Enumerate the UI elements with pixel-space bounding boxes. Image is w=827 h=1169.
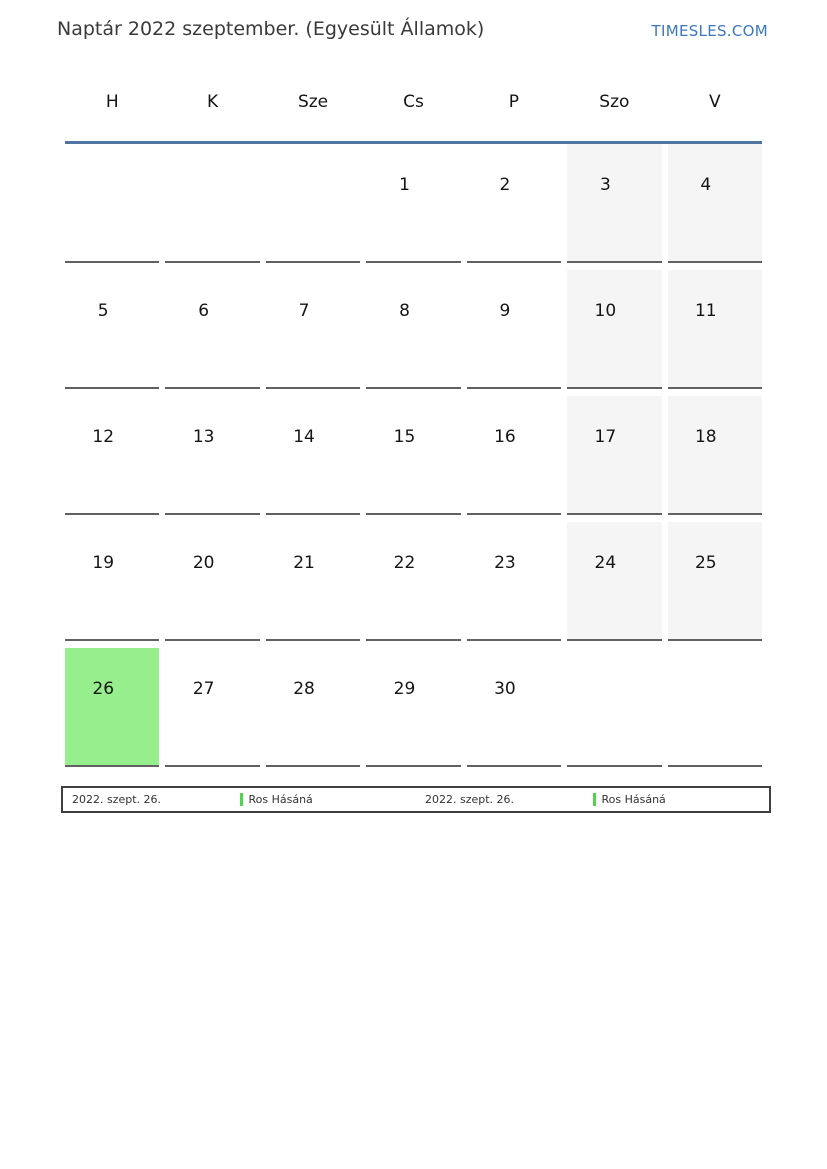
day-number: 17 [594, 427, 617, 447]
day-number: 6 [198, 301, 210, 321]
weekday-header-h: H [105, 92, 119, 112]
holiday-marker-icon [240, 793, 243, 806]
day-cell-15 [366, 396, 460, 515]
day-cell-25 [668, 522, 762, 641]
day-number: 29 [393, 679, 416, 699]
day-cell-1 [366, 144, 460, 263]
legend-bar [61, 786, 771, 813]
day-number: 20 [192, 553, 215, 573]
day-cell-22 [366, 522, 460, 641]
day-cell-20 [165, 522, 259, 641]
day-cell-2 [467, 144, 561, 263]
day-number: 10 [594, 301, 617, 321]
day-cell-empty [567, 648, 661, 767]
day-number: 24 [594, 553, 617, 573]
day-cell-18 [668, 396, 762, 515]
day-cell-9 [467, 270, 561, 389]
day-number: 27 [192, 679, 215, 699]
day-number: 4 [700, 175, 712, 195]
day-cell-28 [266, 648, 360, 767]
day-cell-empty [266, 144, 360, 263]
day-number: 21 [293, 553, 315, 573]
day-cell-4 [668, 144, 762, 263]
weekday-header-p: P [508, 92, 520, 112]
day-number: 18 [694, 427, 717, 447]
legend-holiday-2 [593, 793, 770, 806]
day-cell-14 [266, 396, 360, 515]
day-number: 7 [298, 301, 310, 321]
day-cell-27 [165, 648, 259, 767]
legend-holiday-1 [240, 793, 417, 806]
day-number: 22 [393, 553, 416, 573]
holiday-marker-icon [593, 793, 596, 806]
day-number: 2 [499, 175, 511, 195]
day-number: 13 [192, 427, 215, 447]
day-cell-21 [266, 522, 360, 641]
calendar-grid [65, 144, 762, 767]
day-number: 1 [399, 175, 410, 195]
day-number: 25 [694, 553, 717, 573]
legend-date-1: 2022. szept. 26. [72, 793, 162, 806]
day-cell-7 [266, 270, 360, 389]
day-number: 19 [92, 553, 115, 573]
day-number: 9 [499, 301, 511, 321]
weekday-header-row [65, 80, 762, 141]
day-number: 15 [393, 427, 416, 447]
legend-date-2: 2022. szept. 26. [425, 793, 515, 806]
legend-holiday-label: Ros Hásáná [248, 793, 313, 806]
day-cell-8 [366, 270, 460, 389]
legend-holiday-label: Ros Hásáná [601, 793, 666, 806]
day-cell-16 [467, 396, 561, 515]
day-cell-empty [668, 648, 762, 767]
day-cell-6 [165, 270, 259, 389]
day-number: 26 [92, 679, 115, 699]
day-cell-12 [65, 396, 159, 515]
day-cell-11 [668, 270, 762, 389]
day-cell-3 [567, 144, 661, 263]
day-number: 12 [92, 427, 115, 447]
day-number: 5 [97, 301, 109, 321]
day-number: 16 [494, 427, 516, 447]
day-cell-30 [467, 648, 561, 767]
day-cell-26 [65, 648, 159, 767]
day-cell-24 [567, 522, 661, 641]
calendar [65, 80, 762, 767]
day-number: 23 [494, 553, 516, 573]
site-link[interactable]: TIMESLES.COM [651, 22, 768, 40]
day-cell-23 [467, 522, 561, 641]
day-number: 3 [599, 175, 611, 195]
day-cell-17 [567, 396, 661, 515]
weekday-header-cs: Cs [403, 92, 424, 112]
weekday-header-k: K [207, 92, 219, 112]
day-number: 28 [293, 679, 315, 699]
day-cell-19 [65, 522, 159, 641]
day-cell-13 [165, 396, 259, 515]
weekday-header-sze: Sze [297, 92, 329, 112]
day-number: 11 [694, 301, 717, 321]
day-cell-empty [165, 144, 259, 263]
weekday-header-v: V [708, 92, 721, 112]
day-cell-29 [366, 648, 460, 767]
day-cell-10 [567, 270, 661, 389]
day-cell-empty [65, 144, 159, 263]
page-title: Naptár 2022 szeptember. (Egyesült Államok) [57, 18, 485, 40]
day-number: 8 [399, 301, 410, 321]
day-number: 14 [293, 427, 315, 447]
weekday-header-szo: Szo [599, 92, 630, 112]
day-cell-5 [65, 270, 159, 389]
day-number: 30 [494, 679, 516, 699]
